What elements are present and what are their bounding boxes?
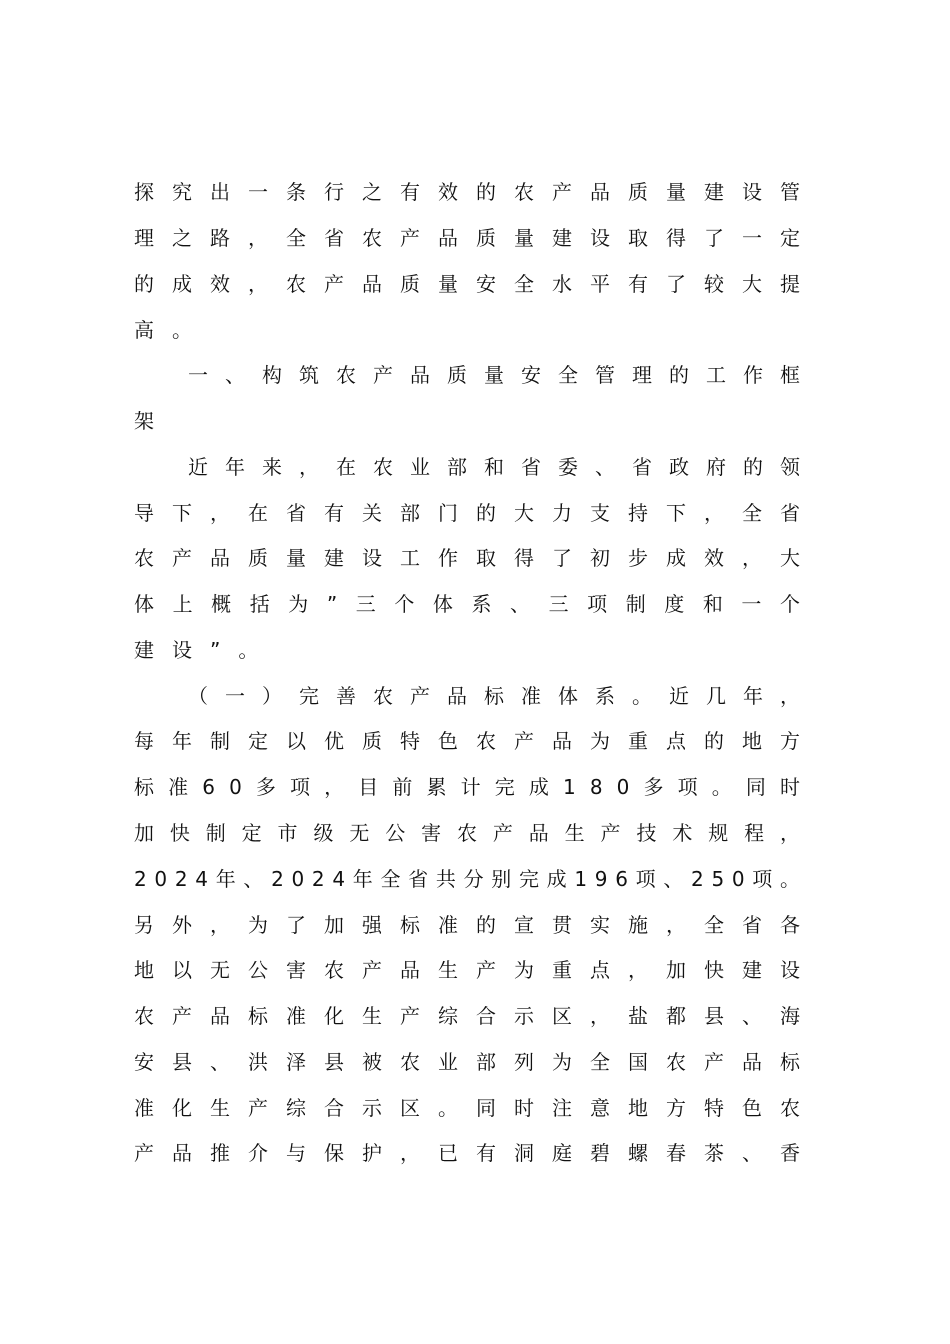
text-line-2 xyxy=(134,218,818,258)
text-line-19 xyxy=(134,996,818,1036)
line-text: （一）完善农产品标准体系。近几年， xyxy=(188,684,817,708)
section-heading-line-2 xyxy=(134,401,154,441)
line-text: 地以无公害农产品生产为重点，加快建设 xyxy=(134,958,818,982)
text-line-13 xyxy=(134,721,818,761)
line-text: 体上概括为”三个体系、三项制度和一个 xyxy=(134,592,819,616)
text-line-14 xyxy=(134,767,814,807)
section-heading-line-1 xyxy=(188,355,817,395)
line-text: 的成效，农产品质量安全水平有了较大提 xyxy=(134,272,818,296)
line-text: 探究出一条行之有效的农产品质量建设管 xyxy=(134,180,818,204)
line-text: 2024年、2024年全省共分别完成196项、250项。 xyxy=(134,867,808,891)
line-text: 农产品质量建设工作取得了初步成效，大 xyxy=(134,546,818,570)
line-text: 准化生产综合示区。同时注意地方特色农 xyxy=(134,1096,818,1120)
line-text: 导下，在省有关部门的大力支持下，全省 xyxy=(134,501,818,525)
line-text: 另外，为了加强标准的宣贯实施，全省各 xyxy=(134,913,818,937)
text-line-21 xyxy=(134,1088,818,1128)
line-text: 农产品标准化生产综合示区，盐都县、海 xyxy=(134,1004,818,1028)
line-text: 加快制定市级无公害农产品生产技术规程， xyxy=(134,821,816,845)
text-line-9 xyxy=(134,538,818,578)
text-line-12 xyxy=(188,676,817,716)
text-line-18 xyxy=(134,950,818,990)
text-line-7 xyxy=(188,447,817,487)
text-line-17 xyxy=(134,905,818,945)
line-text: 高。 xyxy=(134,318,210,342)
line-text: 标准60多项，目前累计完成180多项。同时 xyxy=(134,775,815,799)
text-line-11 xyxy=(134,630,276,670)
text-line-10 xyxy=(134,584,819,624)
line-text: 近年来，在农业部和省委、省政府的领 xyxy=(188,455,817,479)
line-text: 一、构筑农产品质量安全管理的工作框 xyxy=(188,363,817,387)
text-line-1 xyxy=(134,172,818,212)
line-text: 建设”。 xyxy=(134,638,277,662)
line-text: 安县、洪泽县被农业部列为全国农产品标 xyxy=(134,1050,818,1074)
text-line-16 xyxy=(134,859,808,899)
text-line-22 xyxy=(134,1133,818,1173)
line-text: 架 xyxy=(134,409,154,433)
text-line-4 xyxy=(134,310,210,350)
text-line-15 xyxy=(134,813,816,853)
text-line-20 xyxy=(134,1042,818,1082)
text-line-8 xyxy=(134,493,818,533)
line-text: 产品推介与保护，已有洞庭碧螺春茶、香 xyxy=(134,1141,818,1165)
line-text: 理之路，全省农产品质量建设取得了一定 xyxy=(134,226,818,250)
text-line-3 xyxy=(134,264,818,304)
line-text: 每年制定以优质特色农产品为重点的地方 xyxy=(134,729,818,753)
